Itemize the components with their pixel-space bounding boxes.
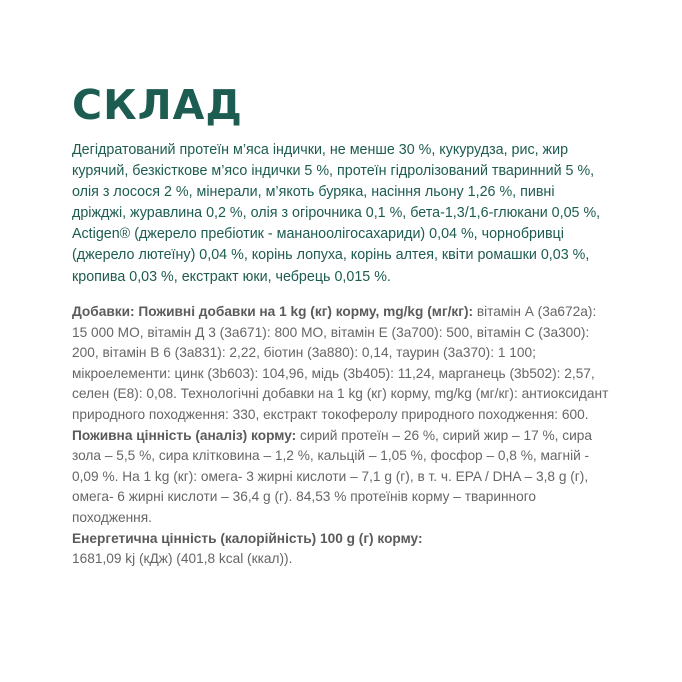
details-section xyxy=(72,302,612,570)
nutrition-label: Поживна цінність (аналіз) корму: xyxy=(72,427,297,443)
energy-label: Енергетична цінність (калорійність) 100 g (г) корму: xyxy=(72,530,423,546)
composition-text: Дегідратований протеїн м’яса індички, не менше 30 %, кукурудза, рис, жир курячий, безкісткове м’ясо індички 5 %, протеїн гідролізований тваринний 5 %, олія з лосося 2 %, мінерали, м’якоть буряка, насіння льону 1,26 %, пивні дріжджі, журавлина 0,2 %, олія з огірочника 0,1 %, бета-1,3/1,6-глюкани 0,05 %, Actigen® (джерело пребіотик - мананоолігосахариди) 0,04 %, чорнобривці (джерело лютеїну) 0,04 %, корінь лопуха, корінь алтея, квіти ромашки 0,03 %, кропива 0,03 %, екстракт юки, чебрець 0,015 %. xyxy=(72,142,601,285)
additives-paragraph xyxy=(72,302,612,426)
nutrition-paragraph xyxy=(72,426,612,529)
page-title: СКЛАД xyxy=(72,81,243,129)
additives-label: Добавки: Поживні добавки на 1 kg (кг) корму, mg/kg (мг/кг): xyxy=(72,304,474,319)
energy-paragraph xyxy=(72,529,612,570)
energy-text: 1681,09 kj (кДж) (401,8 kcal (ккал)). xyxy=(72,551,293,567)
additives-text: вітамін А (3а672а): 15 000 МО, вітамін Д 3 (3а671): 800 МО, вітамін Е (3а700): 500, вітамін С (3а300): 200, вітамін В 6 (3а831): 2,22, біотин (3а880): 0,14, таурин (3а370): 1 100; мікроелементи: цинк (3b603): 104,96, мідь (3b405): 11,24, марганець (3b502): 2,57, селен (E8): 0,08. Технологічні добавки на 1 kg (кг) корму, mg/kg (мг/кг): антиоксидант природного походження: 330, екстракт токоферолу природного походження: 600. xyxy=(72,304,609,422)
nutrition-text: сирий протеїн – 26 %, сирий жир – 17 %, сира зола – 5,5 %, сира клітковина – 1,2 %, кальцій – 1,05 %, фосфор – 0,8 %, магній - 0,09 %. На 1 kg (кг): омега- 3 жирні кислоти – 7,1 g (г), в т. ч. EPA / DHA – 3,8 g (г), омега- 6 жирні кислоти – 36,4 g (г). 84,53 % протеїнів корму – тваринного походження. xyxy=(72,427,592,525)
